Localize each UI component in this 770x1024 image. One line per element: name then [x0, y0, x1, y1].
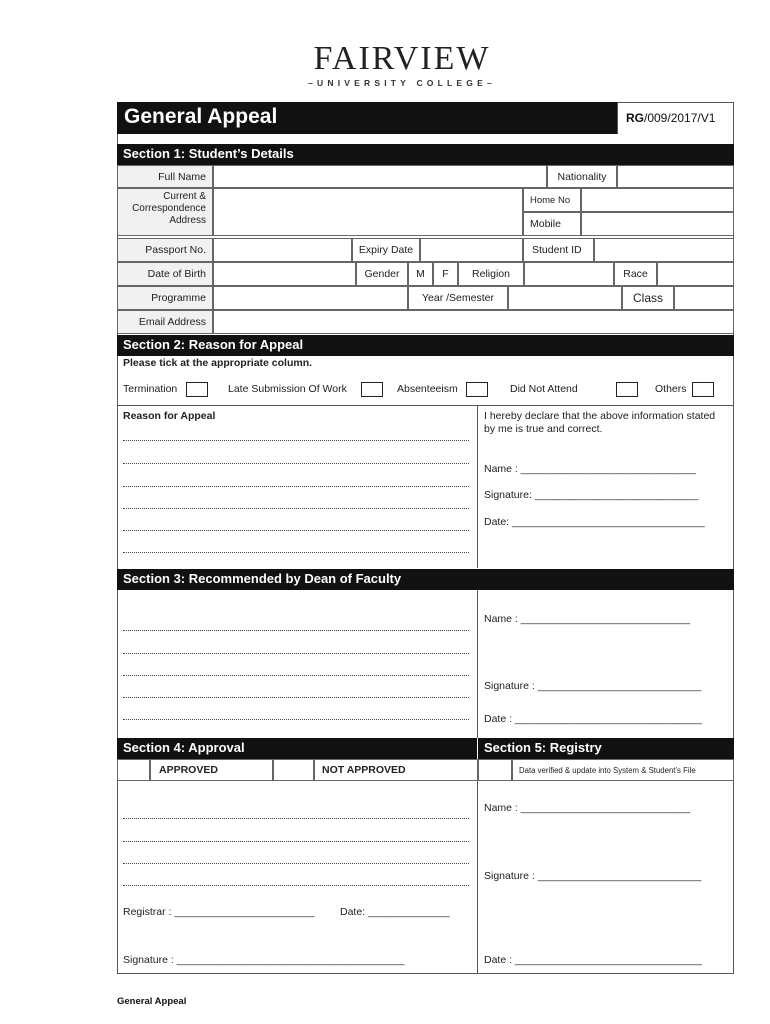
- race-label: Race: [614, 262, 657, 286]
- reason-line[interactable]: [123, 530, 469, 531]
- declaration-text: I hereby declare that the above information stated by me is true and correct.: [484, 410, 716, 435]
- approval-line[interactable]: [123, 841, 469, 842]
- email-field[interactable]: [213, 310, 734, 334]
- class-label: Class: [622, 286, 674, 310]
- approval-line[interactable]: [123, 863, 469, 864]
- registry-date-line[interactable]: Date : ________________________________: [484, 954, 702, 966]
- registry-note: Data verified & update into System & Student’s File: [512, 759, 734, 781]
- religion-field[interactable]: [524, 262, 614, 286]
- mobile-field[interactable]: [581, 212, 734, 236]
- nationality-label: Nationality: [547, 165, 617, 188]
- home-no-label: Home No: [523, 188, 581, 212]
- form-title: General Appeal: [117, 102, 617, 134]
- passport-label: Passport No.: [117, 238, 213, 262]
- full-name-label: Full Name: [117, 165, 213, 188]
- logo-subtitle: –UNIVERSITY COLLEGE–: [308, 78, 496, 88]
- approved-label: APPROVED: [150, 759, 273, 781]
- reason-line[interactable]: [123, 552, 469, 553]
- student-name-line[interactable]: Name : ______________________________: [484, 463, 696, 475]
- approval-signature-line[interactable]: Signature : _______________________________________: [123, 954, 405, 966]
- ref-suffix: /009/2017/V1: [644, 111, 716, 125]
- gender-label: Gender: [356, 262, 408, 286]
- recommendation-line[interactable]: [123, 719, 469, 720]
- dean-name-line[interactable]: Name : _____________________________: [484, 613, 691, 625]
- reason-line[interactable]: [123, 463, 469, 464]
- dean-signature-line[interactable]: Signature : ____________________________: [484, 680, 702, 692]
- expiry-field[interactable]: [420, 238, 523, 262]
- college-logo: [292, 42, 512, 92]
- form-reference: [617, 102, 734, 134]
- student-date-line[interactable]: Date: _________________________________: [484, 516, 705, 528]
- recommendation-line[interactable]: [123, 675, 469, 676]
- section5-title: Section 5: Registry: [478, 738, 734, 759]
- divider: [117, 405, 734, 406]
- student-signature-line[interactable]: Signature: ____________________________: [484, 489, 699, 501]
- section3-title: Section 3: Recommended by Dean of Faculty: [117, 569, 734, 590]
- option-absenteeism-checkbox[interactable]: [466, 382, 488, 397]
- reason-line[interactable]: [123, 486, 469, 487]
- registry-tick-box[interactable]: [478, 759, 512, 781]
- mobile-label: Mobile: [523, 212, 581, 236]
- not-approved-label: NOT APPROVED: [314, 759, 478, 781]
- option-late-submission-label: Late Submission Of Work: [228, 383, 347, 395]
- registry-name-line[interactable]: Name : _____________________________: [484, 802, 691, 814]
- student-id-label: Student ID: [523, 238, 594, 262]
- home-no-field[interactable]: [581, 188, 734, 212]
- ref-prefix: RG: [626, 111, 644, 125]
- year-semester-label: Year /Semester: [408, 286, 508, 310]
- tick-instruction: Please tick at the appropriate column.: [123, 357, 313, 369]
- dob-label: Date of Birth: [117, 262, 213, 286]
- approved-tick-box[interactable]: [117, 759, 150, 781]
- registrar-line[interactable]: Registrar : ________________________: [123, 906, 315, 918]
- footer-title: General Appeal: [117, 996, 187, 1007]
- recommendation-line[interactable]: [123, 697, 469, 698]
- registrar-date-line[interactable]: Date: ______________: [340, 906, 450, 918]
- passport-field[interactable]: [213, 238, 352, 262]
- programme-label: Programme: [117, 286, 213, 310]
- option-termination-label: Termination: [123, 383, 178, 395]
- race-field[interactable]: [657, 262, 734, 286]
- email-label: Email Address: [117, 310, 213, 334]
- programme-field[interactable]: [213, 286, 408, 310]
- reason-line[interactable]: [123, 508, 469, 509]
- option-absenteeism-label: Absenteeism: [397, 383, 458, 395]
- reason-label: Reason for Appeal: [123, 410, 216, 422]
- gender-female-option[interactable]: F: [433, 262, 458, 286]
- option-others-checkbox[interactable]: [692, 382, 714, 397]
- not-approved-tick-box[interactable]: [273, 759, 314, 781]
- expiry-label: Expiry Date: [352, 238, 420, 262]
- address-field[interactable]: [213, 188, 523, 236]
- class-field[interactable]: [674, 286, 734, 310]
- gender-male-option[interactable]: M: [408, 262, 433, 286]
- option-late-submission-checkbox[interactable]: [361, 382, 383, 397]
- approval-line[interactable]: [123, 818, 469, 819]
- registry-signature-line[interactable]: Signature : ____________________________: [484, 870, 702, 882]
- column-divider: [477, 590, 478, 738]
- year-semester-field[interactable]: [508, 286, 622, 310]
- approval-line[interactable]: [123, 885, 469, 886]
- full-name-field[interactable]: [213, 165, 547, 188]
- recommendation-line[interactable]: [123, 630, 469, 631]
- option-others-label: Others: [655, 383, 687, 395]
- option-termination-checkbox[interactable]: [186, 382, 208, 397]
- option-did-not-attend-checkbox[interactable]: [616, 382, 638, 397]
- column-divider: [477, 405, 478, 568]
- section1-title: Section 1: Student’s Details: [117, 144, 734, 165]
- column-divider: [477, 781, 478, 974]
- logo-name: FAIRVIEW: [313, 40, 491, 77]
- section4-title: Section 4: Approval: [117, 738, 477, 759]
- student-id-field[interactable]: [594, 238, 734, 262]
- option-did-not-attend-label: Did Not Attend: [510, 383, 578, 395]
- recommendation-line[interactable]: [123, 653, 469, 654]
- dean-date-line[interactable]: Date : ________________________________: [484, 713, 702, 725]
- reason-line[interactable]: [123, 440, 469, 441]
- dob-field[interactable]: [213, 262, 356, 286]
- section2-title: Section 2: Reason for Appeal: [117, 335, 734, 356]
- address-label: Current & Correspondence Address: [117, 188, 213, 236]
- nationality-field[interactable]: [617, 165, 734, 188]
- religion-label: Religion: [458, 262, 524, 286]
